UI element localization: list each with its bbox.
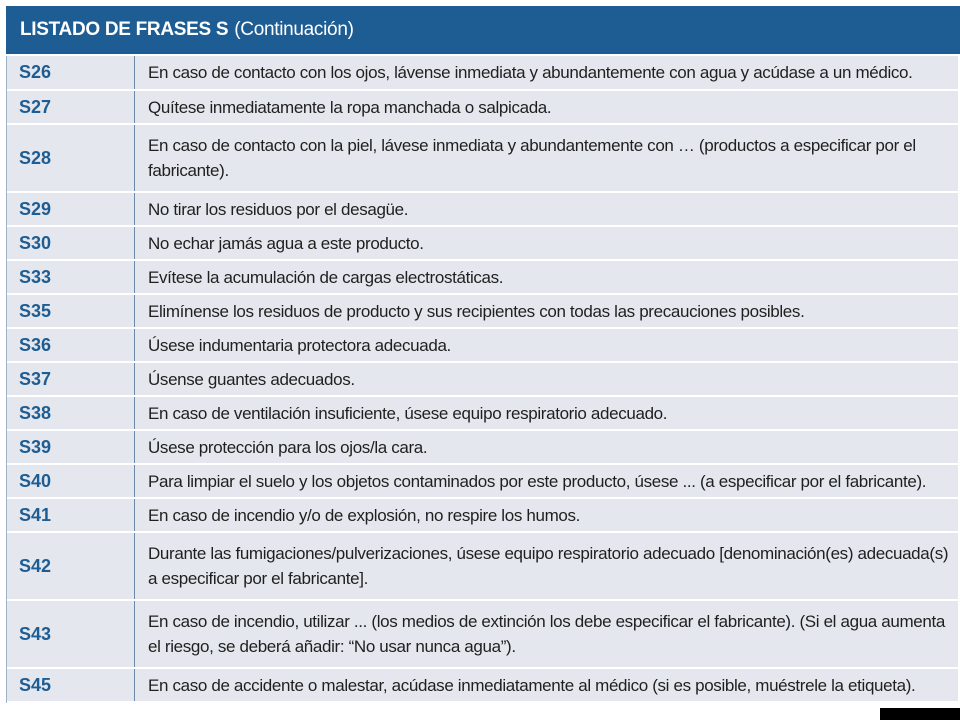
phrase-code: S39 xyxy=(7,431,135,463)
table-row xyxy=(7,397,960,431)
table-row xyxy=(7,56,960,91)
phrase-text: No tirar los residuos por el desagüe. xyxy=(148,199,409,219)
phrase-code: S43 xyxy=(7,601,135,667)
phrase-text: En caso de contacto con la piel, lávese inmediata y abundantemente con … (productos a especificar por el fabricante). xyxy=(148,136,916,180)
table-row xyxy=(7,669,960,703)
phrase-code: S40 xyxy=(7,465,135,497)
table-row xyxy=(7,227,960,261)
table-row xyxy=(7,601,960,669)
phrase-code: S38 xyxy=(7,397,135,429)
phrase-code: S33 xyxy=(7,261,135,293)
table-row xyxy=(7,499,960,533)
corner-bar xyxy=(880,708,960,720)
phrase-code: S37 xyxy=(7,363,135,395)
phrase-text: Durante las fumigaciones/pulverizaciones, úsese equipo respiratorio adecuado [denominación(es) adecuada(s) a especificar por el fabricante]. xyxy=(148,544,949,588)
phrase-text: Úsense guantes adecuados. xyxy=(148,369,355,389)
phrase-text: En caso de incendio y/o de explosión, no respire los humos. xyxy=(148,505,581,525)
table-title-bar xyxy=(6,6,960,54)
phrase-code: S41 xyxy=(7,499,135,531)
phrase-text: No echar jamás agua a este producto. xyxy=(148,233,424,253)
phrase-text: Úsese protección para los ojos/la cara. xyxy=(148,437,428,457)
phrase-text: En caso de ventilación insuficiente, úsese equipo respiratorio adecuado. xyxy=(148,403,668,423)
table-row xyxy=(7,363,960,397)
table-row xyxy=(7,533,960,601)
table-title: LISTADO DE FRASES S xyxy=(20,19,229,40)
phrase-text: Evítese la acumulación de cargas electrostáticas. xyxy=(148,267,504,287)
table-row xyxy=(7,295,960,329)
phrase-code: S36 xyxy=(7,329,135,361)
phrase-text: En caso de accidente o malestar, acúdase inmediatamente al médico (si es posible, muéstrele la etiqueta). xyxy=(148,675,916,695)
phrase-code: S28 xyxy=(7,125,135,191)
table-row xyxy=(7,125,960,193)
phrase-code: S45 xyxy=(7,669,135,701)
phrase-code: S35 xyxy=(7,295,135,327)
phrase-code: S27 xyxy=(7,91,135,123)
phrase-text: En caso de contacto con los ojos, lávense inmediata y abundantemente con agua y acúdase a un médico. xyxy=(148,63,913,82)
phrase-text: En caso de incendio, utilizar ... (los medios de extinción los debe especificar el fabricante). (Si el agua aumenta el riesgo, se deberá añadir: “No usar nunca agua”). xyxy=(148,612,945,656)
table-row xyxy=(7,193,960,227)
phrase-text: Elimínense los residuos de producto y sus recipientes con todas las precauciones posibles. xyxy=(148,301,805,321)
phrase-text: Quítese inmediatamente la ropa manchada o salpicada. xyxy=(148,97,552,117)
table-row xyxy=(7,261,960,295)
s-phrases-table xyxy=(6,56,960,703)
phrase-code: S42 xyxy=(7,533,135,599)
phrase-text: Úsese indumentaria protectora adecuada. xyxy=(148,335,451,355)
phrase-code: S29 xyxy=(7,193,135,225)
phrase-code: S26 xyxy=(7,56,135,89)
phrase-text: Para limpiar el suelo y los objetos contaminados por este producto, úsese ... (a especificar por el fabricante). xyxy=(148,471,927,491)
table-title-suffix: (Continuación) xyxy=(234,19,354,40)
table-row xyxy=(7,91,960,125)
phrase-code: S30 xyxy=(7,227,135,259)
table-row xyxy=(7,329,960,363)
table-row xyxy=(7,465,960,499)
table-row xyxy=(7,431,960,465)
